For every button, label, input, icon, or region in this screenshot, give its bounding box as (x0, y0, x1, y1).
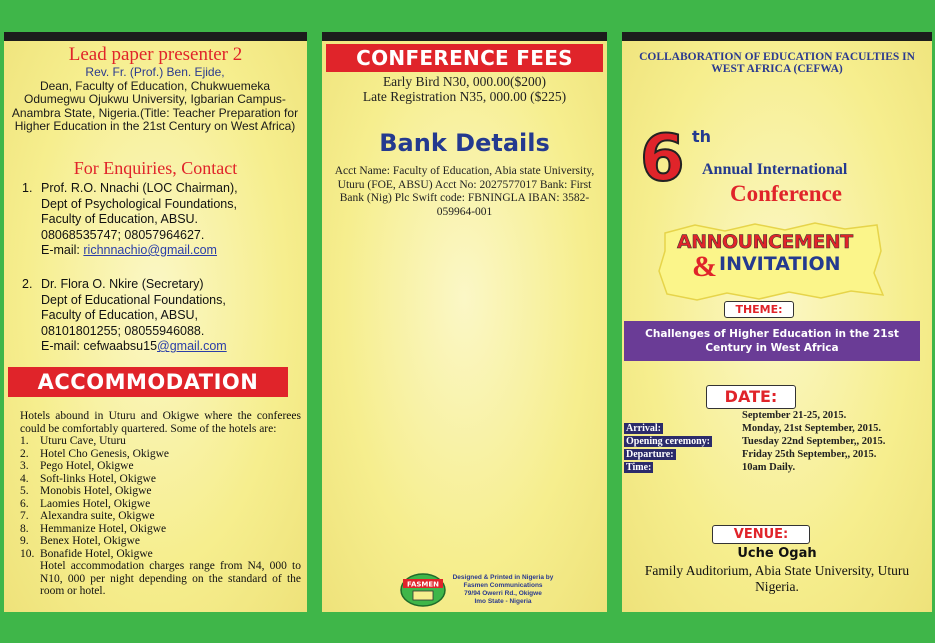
list-item (20, 485, 301, 498)
late-registration-fee: Late Registration N35, 000.00 ($225) (362, 89, 567, 104)
email-link[interactable]: @gmail.com (157, 339, 227, 353)
bank-title: Bank Details (379, 129, 550, 157)
contact-phone: 08068535747; 08057964627. (41, 227, 205, 242)
middle-panel (322, 32, 607, 612)
accommodation-title: ACCOMMODATION (37, 370, 259, 394)
fasmen-logo (399, 568, 447, 608)
printer-credit (448, 574, 558, 606)
schedule-value: 10am Daily. (742, 462, 796, 473)
fees-title: CONFERENCE FEES (356, 46, 573, 70)
theme-label: THEME: (724, 301, 794, 318)
list-number: 2. (20, 447, 29, 460)
list-item (20, 510, 301, 523)
date-label: DATE: (706, 385, 796, 409)
list-number: 4. (20, 472, 29, 485)
venue-label: VENUE: (712, 525, 810, 544)
fees-banner (326, 44, 603, 72)
email-link[interactable]: richnnachio@gmail.com (83, 243, 217, 257)
list-number: 3. (20, 460, 29, 472)
list-number: 6. (20, 497, 29, 510)
annual-international: Annual International (702, 161, 848, 178)
schedule (624, 409, 929, 474)
email-label: E-mail: (41, 243, 80, 257)
accommodation-section (20, 410, 301, 598)
printer-line: 79/94 Owerri Rd., Okigwe (464, 590, 542, 597)
logo-text: FASMEN (406, 580, 440, 589)
contact-phone: 08101801255; 08055946088. (41, 323, 205, 338)
hotel-name: Soft-links Hotel, Okigwe (40, 472, 156, 485)
printer-line: Designed & Printed in Nigeria by (452, 574, 554, 581)
list-number: 9. (20, 535, 29, 547)
list-item (20, 435, 301, 448)
venue-name: Uche Ogah (737, 546, 817, 561)
announcement-text: ANNOUNCEMENT (677, 231, 853, 253)
printer-line: Fasmen Communications (463, 582, 543, 589)
hotel-name: Bonafide Hotel, Okigwe (40, 547, 153, 560)
list-item (20, 498, 301, 511)
schedule-value: Monday, 21st September, 2015. (742, 423, 882, 434)
schedule-label: Opening ceremony: (626, 436, 710, 447)
hotel-name: Hotel Cho Genesis, Okigwe (40, 447, 170, 460)
fees-list (322, 74, 607, 104)
lead-presenter-title: Lead paper presenter 2 (68, 44, 243, 65)
contact-item (22, 181, 302, 259)
schedule-row (624, 461, 929, 474)
schedule-row (624, 448, 929, 461)
theme-text: Challenges of Higher Education in the 21st Century in West Africa (645, 328, 899, 354)
contact-name: Dr. Flora O. Nkire (Secretary) (41, 277, 204, 291)
hotel-name: Laomies Hotel, Okigwe (40, 497, 151, 510)
printer-line: Imo State - Nigeria (474, 598, 532, 605)
hotel-name: Hemmanize Hotel, Okigwe (40, 522, 167, 535)
list-number: 1. (20, 435, 29, 447)
schedule-value: Friday 25th September,, 2015. (742, 449, 877, 460)
schedule-row (624, 422, 929, 435)
accommodation-intro: Hotels abound in Uturu and Okigwe where the conferees could be comfortably quartered. Some of the hotels are: (20, 410, 301, 435)
contact-faculty: Faculty of Education, ABSU, (41, 308, 199, 322)
list-number: 7. (20, 510, 29, 522)
hotel-name: Pego Hotel, Okigwe (40, 460, 134, 472)
edition-number: 6 (640, 122, 685, 196)
venue-address: Family Auditorium, Abia State University, Uturu Nigeria. (644, 563, 910, 594)
organization-name: COLLABORATION OF EDUCATION FACULTIES IN WEST AFRICA (CEFWA) (639, 51, 915, 75)
schedule-value: Tuesday 22nd September,, 2015. (742, 436, 886, 447)
contact-number: 1. (22, 181, 33, 195)
right-panel (622, 32, 932, 612)
presenter-name: Rev. Fr. (Prof.) Ben. Ejide, (85, 65, 225, 79)
early-bird-fee: Early Bird N30, 000.00($200) (382, 74, 547, 89)
contact-number: 2. (22, 277, 33, 291)
presenter-info (10, 66, 300, 134)
date-range-row (624, 409, 929, 422)
list-item (20, 523, 301, 536)
contact-dept: Dept of Psychological Foundations, (41, 196, 237, 211)
schedule-row (624, 435, 929, 448)
schedule-label: Departure: (626, 449, 674, 460)
bank-details: Acct Name: Faculty of Education, Abia state University, Uturu (FOE, ABSU) Acct No: 2027577017 Bank: First Bank (Nig) Plc Swift code: FBNINGLA IBAN: 3582-059964-001 (334, 165, 595, 218)
contact-dept: Dept of Educational Foundations, (41, 292, 226, 307)
list-number: 8. (20, 522, 29, 535)
ampersand: & (692, 250, 717, 283)
schedule-label: Time: (626, 462, 652, 473)
edition-suffix: th (692, 127, 712, 146)
conference-word: Conference (730, 181, 842, 206)
hotel-name: Benex Hotel, Okigwe (40, 535, 140, 547)
email-label: E-mail: cefwaabsu15 (41, 339, 158, 353)
date-range: September 21-25, 2015. (742, 410, 847, 421)
list-number: 5. (20, 485, 29, 497)
list-item (20, 548, 301, 561)
hotel-name: Alexandra suite, Okigwe (40, 510, 155, 522)
theme-banner (624, 321, 920, 361)
list-item (20, 448, 301, 461)
contact-faculty: Faculty of Education, ABSU. (41, 212, 199, 226)
list-item (20, 460, 301, 473)
contact-item (22, 277, 302, 355)
list-item (20, 473, 301, 486)
contact-name: Prof. R.O. Nnachi (LOC Chairman), (41, 181, 238, 195)
accommodation-banner (8, 367, 288, 397)
presenter-details: Dean, Faculty of Education, Chukwuemeka Odumegwu Ojukwu University, Igbarian Campus-Anambra State, Nigeria.(Title: Teacher Preparation for Higher Education in the 21st Century on West Africa) (11, 78, 299, 133)
left-panel (4, 32, 307, 612)
hotel-name: Uturu Cave, Uturu (40, 435, 126, 447)
hotel-name: Monobis Hotel, Okigwe (40, 485, 152, 497)
list-item (20, 535, 301, 548)
schedule-label: Arrival: (626, 423, 661, 434)
accommodation-note: Hotel accommodation charges range from N4, 000 to N10, 000 per night depending on the standard of the room or hotel. (40, 560, 301, 597)
enquiries-title: For Enquiries, Contact (73, 158, 238, 178)
hotel-list (20, 435, 301, 560)
list-number: 10. (20, 547, 35, 560)
invitation-text: INVITATION (719, 253, 841, 275)
